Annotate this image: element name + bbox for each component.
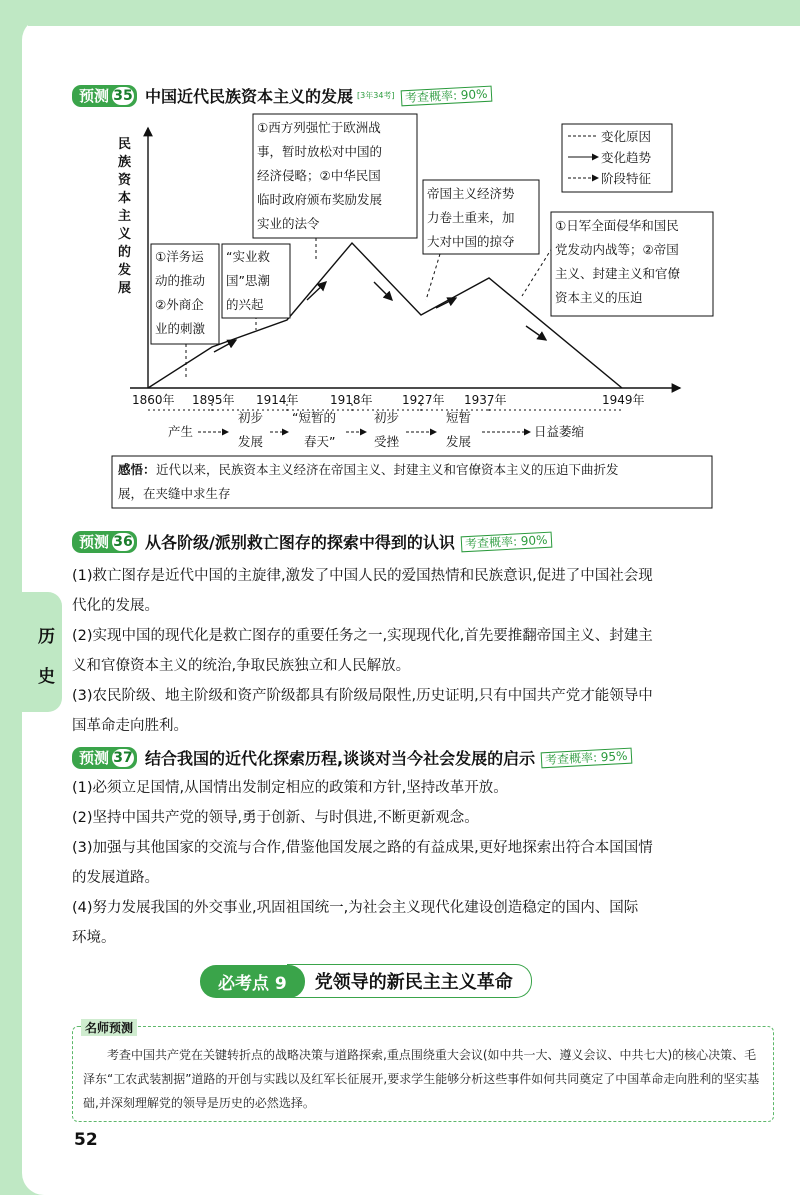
stage-label: 发展	[446, 434, 472, 449]
page-number: 52	[74, 1130, 98, 1150]
box-line: 经济侵略；②中华民国	[257, 168, 381, 183]
insight-label: 感悟：	[118, 462, 156, 477]
ylabel-char: 发	[118, 263, 132, 278]
ylabel-char: 本	[118, 191, 132, 206]
year-label: 1927年	[402, 393, 445, 407]
section-title: 结合我国的近代化探索历程,谈谈对当今社会发展的启示	[145, 749, 536, 768]
body-line: (4)努力发展我国的外交事业,巩固祖国统一,为社会主义现代化建设创造稳定的国内、国际	[72, 900, 639, 916]
teacher-prediction-text: 考查中国共产党在关键转折点的战略决策与道路探索,重点围绕重大会议(如中共一大、遵义会议、中共七大)的核心决策、毛泽东“工农武装割据”道路的开创与实践以及红军长征展开,要求学生能够分析这些事件如何共同奠定了中国革命走向胜利的坚实基础,并深刻理解党的领导是历史的必然选择。	[83, 1048, 760, 1110]
badge-label: 预测	[79, 749, 110, 767]
box-line: 国”思潮	[226, 273, 270, 288]
section-title: 中国近代民族资本主义的发展	[145, 87, 354, 106]
box-line: 力卷土重来，加	[427, 210, 515, 225]
stage-label: “短暂的	[292, 410, 336, 425]
ylabel-char: 的	[118, 245, 132, 260]
stage-label: 发展	[238, 434, 264, 449]
body-line: 环境。	[72, 930, 116, 946]
box-line: 临时政府颁布奖励发展	[257, 192, 383, 207]
box-line: 业的刺激	[155, 321, 206, 336]
badge-label: 预测	[79, 533, 110, 551]
stage-label: 初步	[238, 410, 264, 425]
legend-label: 变化原因	[601, 129, 652, 144]
teacher-prediction-tag: 名师预测	[81, 1019, 137, 1036]
year-label: 1918年	[330, 393, 373, 407]
legend-label: 阶段特征	[601, 171, 652, 186]
ylabel-char: 民	[118, 137, 132, 152]
insight-line: 近代以来，民族资本主义经济在帝国主义、封建主义和官僚资本主义的压迫下曲折发	[156, 462, 619, 477]
legend-labels	[601, 129, 652, 186]
ylabel-char: 资	[118, 173, 132, 188]
ylabel-char: 义	[118, 227, 132, 242]
side-tab-char: 历	[38, 627, 55, 647]
year-label: 1937年	[464, 393, 507, 407]
body-line: (1)救亡图存是近代中国的主旋律,激发了中国人民的爱国热情和民族意识,促进了中国社会现	[72, 568, 653, 584]
box-line: 主义、封建主义和官僚	[555, 266, 681, 281]
box-line: 党发动内战等；②帝国	[555, 242, 679, 257]
legend-label: 变化趋势	[601, 150, 652, 165]
section-36-body	[72, 561, 772, 741]
body-line: 国革命走向胜利。	[72, 718, 188, 734]
badge-number: 36	[113, 533, 133, 550]
box-line: 动的推动	[155, 273, 206, 288]
section-37-header	[72, 746, 632, 769]
body-line: (3)加强与其他国家的交流与合作,借鉴他国发展之路的有益成果,更好地探索出符合本国国情	[72, 840, 653, 856]
exam-note: [3年34考]	[357, 91, 395, 100]
box-line: 事，暂时放松对中国的	[257, 144, 383, 159]
body-line: (1)必须立足国情,从国情出发制定相应的政策和方针,坚持改革开放。	[72, 780, 508, 796]
section-37-body	[72, 773, 772, 953]
probability-stamp: 考查概率: 95%	[541, 747, 632, 768]
box-line: 资本主义的压迫	[555, 290, 643, 305]
body-line: (2)实现中国的现代化是救亡图存的重要任务之一,实现现代化,首先要推翻帝国主义、封建主	[72, 628, 653, 644]
box-line: “实业救	[226, 249, 270, 264]
stage-labels	[168, 410, 585, 449]
box-line: ①日军全面侵华和国民	[555, 218, 679, 233]
stage-label: 初步	[374, 410, 400, 425]
box-line: 大对中国的掠夺	[427, 234, 515, 249]
stage-label: 产生	[168, 424, 194, 439]
insight-line: 展，在夹缝中求生存	[118, 486, 231, 501]
box-line: ①西方列强忙于欧洲战	[257, 120, 381, 135]
ylabel-char: 展	[118, 281, 132, 296]
box-line: 帝国主义经济势	[427, 186, 515, 201]
box-line: 的兴起	[226, 297, 264, 312]
x-axis-years	[132, 392, 645, 407]
ylabel-char: 族	[118, 155, 132, 170]
box-line: ②外商企	[155, 297, 204, 312]
teacher-prediction-box	[72, 1021, 774, 1122]
badge-number: 35	[113, 87, 133, 104]
stage-label: 受挫	[374, 434, 400, 449]
predict-badge	[72, 531, 137, 553]
section-title: 从各阶级/派别救亡图存的探索中得到的认识	[145, 533, 455, 552]
must-test-title: 党领导的新民主主义革命	[287, 964, 532, 998]
body-line: (2)坚持中国共产党的领导,勇于创新、与时俱进,不断更新观念。	[72, 810, 479, 826]
badge-label: 预测	[79, 87, 110, 105]
must-test-label: 必考点 9	[200, 965, 305, 998]
stage-label: 短暂	[446, 410, 472, 425]
box-line: ①洋务运	[155, 249, 204, 264]
year-label: 1914年	[256, 393, 299, 407]
probability-stamp: 考查概率: 90%	[400, 85, 491, 106]
year-label: 1949年	[602, 393, 645, 407]
box-line: 实业的法令	[257, 216, 320, 231]
body-line: 的发展道路。	[72, 870, 159, 886]
stage-label: 日益萎缩	[534, 424, 585, 439]
year-label: 1895年	[192, 393, 235, 407]
body-line: 义和官僚资本主义的统治,争取民族独立和人民解放。	[72, 658, 411, 674]
ylabel-char: 主	[118, 209, 132, 224]
side-tab	[0, 592, 62, 712]
section-36-header	[72, 530, 551, 553]
probability-stamp: 考查概率: 90%	[461, 531, 552, 552]
body-line: 代化的发展。	[72, 598, 159, 614]
year-label: 1860年	[132, 393, 175, 407]
y-axis-label	[117, 137, 132, 296]
cause-box-4-text	[427, 186, 515, 249]
badge-number: 37	[113, 749, 133, 766]
development-chart	[0, 0, 800, 520]
side-tab-char: 史	[38, 667, 55, 687]
body-line: (3)农民阶级、地主阶级和资产阶级都具有阶级局限性,历史证明,只有中国共产党才能领导中	[72, 688, 653, 704]
stage-label: 春天”	[304, 434, 336, 449]
predict-badge	[72, 747, 137, 769]
must-test-header	[200, 964, 532, 998]
